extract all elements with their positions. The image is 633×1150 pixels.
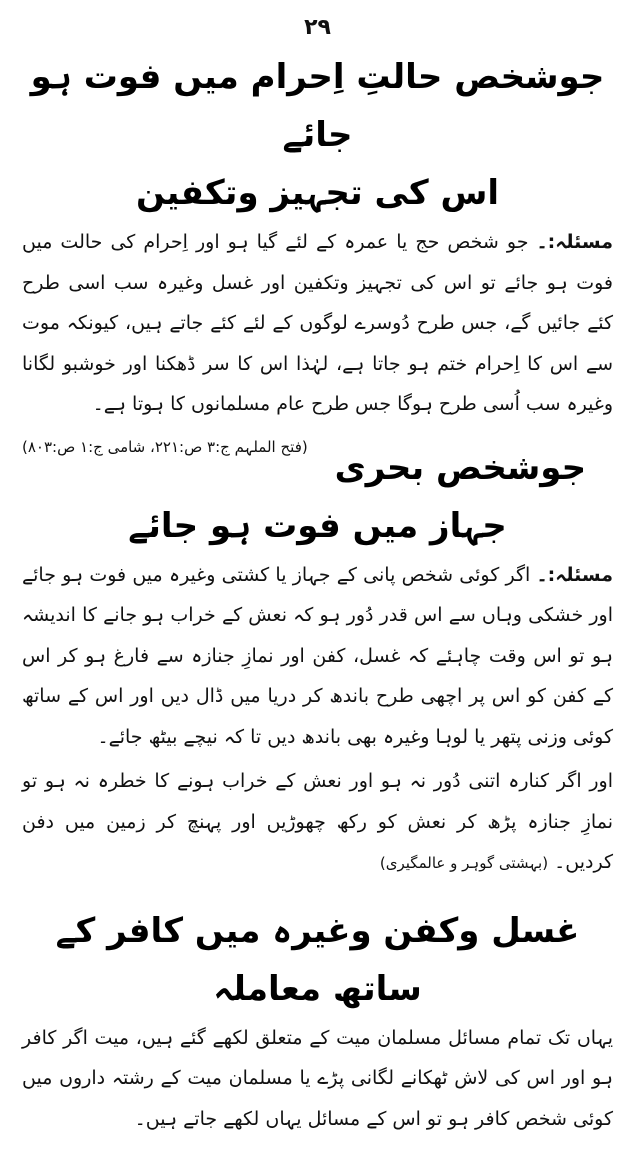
section2-body: اگر کوئی شخص پانی کے جہاز یا کشتی وغیرہ میں فوت ہو جائے اور خشکی وہاں سے اس قدر دُور ہو کہ نعش کے خراب ہو جانے کا اندیشہ ہو تو اس وقت چاہئے کہ غسل، کفن اور نمازِ جنازہ سے فارغ ہو کر اس کے کفن کو اس پر اچھی طرح باندھ کر دریا میں ڈال دیں اور اس کے ساتھ کوئی وزنی پتھر یا لوہا وغیرہ بھی باندھ دیں تا کہ نیچے بیٹھ جائے۔: [22, 563, 613, 748]
section3-heading: غسل وکفن وغیرہ میں کافر کے ساتھ معاملہ: [55, 910, 580, 1009]
section1-heading-line2: اس کی تجہیز وتکفین: [135, 173, 500, 213]
section1-body: جو شخص حج یا عمرہ کے لئے گیا ہو اور اِحرام کی حالت میں فوت ہو جائے تو اس کی تجہیز وتکفین اور غسل وغیرہ سب اسی طرح کئے جائیں گے، جس طرح دُوسرے لوگوں کے لئے کئے جاتے ہیں، کیونکہ موت سے اس کا اِحرام ختم ہو جاتا ہے، لہٰذا اس کا سر ڈھکنا اور خوشبو لگانا وغیرہ سب اُسی طرح ہوگا جس طرح عام مسلمانوں کا ہوتا ہے۔: [22, 231, 613, 415]
masala-label: مسئلہ:۔: [536, 563, 613, 586]
section3-body: یہاں تک تمام مسائل مسلمان میت کے متعلق لکھے گئے ہیں، میت اگر کافر ہو اور اس کی لاش ٹھکانے لگانی پڑے یا مسلمان میت کے رشتہ داروں میں کوئی شخص کافر ہو تو اس کے مسائل یہاں لکھے جاتے ہیں۔: [22, 1026, 613, 1130]
section2-paragraph: [22, 555, 613, 758]
section1-reference: (فتح الملہم ج:۳ ص:۲۲۱، شامی ج:۱ ص:۸۰۳): [22, 437, 308, 456]
section3-paragraph: [22, 1018, 613, 1140]
page-number: ۲۹: [304, 15, 331, 40]
section1-heading-line1: جوشخص حالتِ اِحرام میں فوت ہو جائے: [30, 57, 605, 155]
section2-paragraph2: [22, 761, 613, 884]
masala-label: مسئلہ:۔: [536, 231, 614, 253]
section2-reference: (بہشتی گوہر و عالمگیری): [379, 854, 549, 872]
section1-paragraph: [22, 222, 614, 456]
section2-body2: اور اگر کنارہ اتنی دُور نہ ہو اور نعش کے خراب ہونے کا خطرہ نہ ہو تو نمازِ جنازہ پڑھ کر نعش کو رکھ چھوڑیں اور پہنچ کر زمین میں دفن کردیں۔: [22, 770, 613, 873]
section2-heading: جوشخص بحری جہاز میں فوت ہو جائے: [128, 447, 587, 546]
